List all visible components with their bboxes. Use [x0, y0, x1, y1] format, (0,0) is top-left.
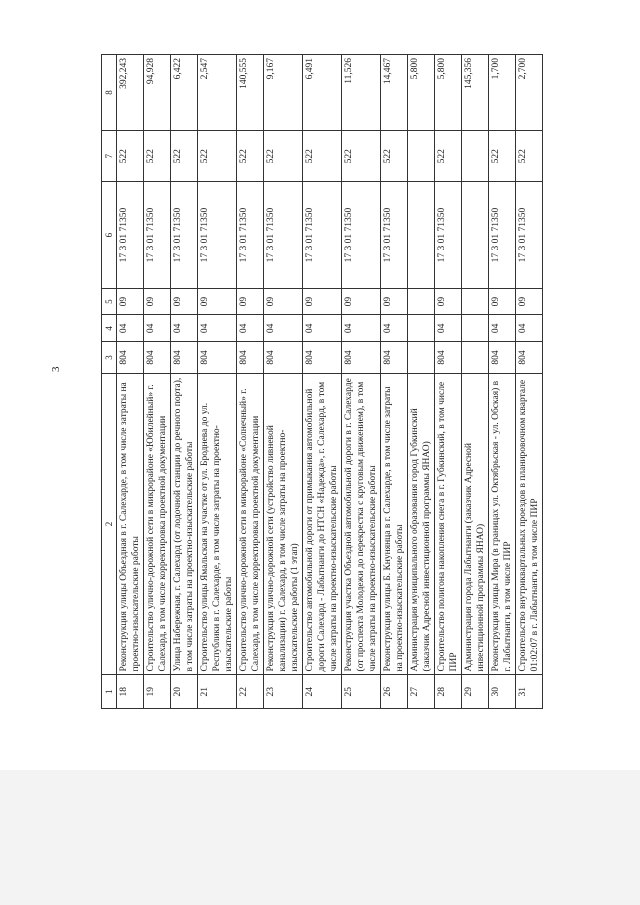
code-podrazdel: 09 [237, 288, 264, 315]
row-description: Администрация города Лабытнанги (заказчик Адресной инвестиционной программы ЯНАО) [462, 373, 489, 675]
header-cell: 2 [102, 373, 117, 675]
budget-table [101, 54, 543, 709]
row-description: Реконструкция улицы Мира (в границах ул. Октябрьская - ул. Обская) в г. Лабытнанги, в том числе ПИР [489, 373, 516, 675]
table-row [516, 55, 543, 709]
row-amount: 5,800 [408, 55, 435, 131]
code-vr [462, 131, 489, 182]
row-description: Строительство внутриквартальных проездов в планировочном квартале 01:02:07 в г. Лабытнанги, в том числе ПИР [516, 373, 543, 675]
row-amount: 94,928 [144, 55, 171, 131]
code-csr: 17 3 01 71350 [198, 182, 237, 288]
code-csr: 17 3 01 71350 [342, 182, 381, 288]
code-podrazdel: 09 [117, 288, 144, 315]
row-amount: 1,700 [489, 55, 516, 131]
row-number: 21 [198, 675, 237, 709]
code-razdel: 04 [435, 315, 462, 342]
header-cell: 6 [102, 182, 117, 288]
code-csr: 17 3 01 71350 [489, 182, 516, 288]
row-description: Строительство полигона накопления снега в г. Губкинский, в том числе ПИР [435, 373, 462, 675]
code-ved: 804 [198, 342, 237, 373]
code-csr: 17 3 01 71350 [516, 182, 543, 288]
header-cell: 7 [102, 131, 117, 182]
code-razdel [462, 315, 489, 342]
code-podrazdel: 09 [264, 288, 303, 315]
row-number: 18 [117, 675, 144, 709]
code-ved: 804 [435, 342, 462, 373]
code-vr: 522 [381, 131, 408, 182]
table-row [489, 55, 516, 709]
row-number: 24 [303, 675, 342, 709]
row-number: 22 [237, 675, 264, 709]
code-vr: 522 [516, 131, 543, 182]
row-number: 27 [408, 675, 435, 709]
table-row [144, 55, 171, 709]
scan-background-band [0, 770, 640, 905]
code-podrazdel: 09 [342, 288, 381, 315]
code-podrazdel: 09 [171, 288, 198, 315]
code-ved [462, 342, 489, 373]
code-razdel: 04 [303, 315, 342, 342]
rotated-table-container [101, 54, 543, 709]
row-number: 29 [462, 675, 489, 709]
code-ved: 804 [237, 342, 264, 373]
row-amount: 2,547 [198, 55, 237, 131]
row-amount: 14,467 [381, 55, 408, 131]
code-razdel: 04 [264, 315, 303, 342]
header-row [102, 55, 117, 709]
code-vr: 522 [264, 131, 303, 182]
code-podrazdel [462, 288, 489, 315]
code-ved: 804 [117, 342, 144, 373]
code-razdel: 04 [117, 315, 144, 342]
code-podrazdel: 09 [435, 288, 462, 315]
code-csr: 17 3 01 71350 [303, 182, 342, 288]
code-csr [408, 182, 435, 288]
code-podrazdel: 09 [516, 288, 543, 315]
code-ved: 804 [489, 342, 516, 373]
table-row [435, 55, 462, 709]
code-vr: 522 [342, 131, 381, 182]
code-podrazdel: 09 [489, 288, 516, 315]
row-amount: 9,167 [264, 55, 303, 131]
code-podrazdel: 09 [144, 288, 171, 315]
row-amount: 6,422 [171, 55, 198, 131]
row-description: Улица Набережная, г. Салехард (от лодочной станции до речного порта), в том числе затраты на проектно-изыскательские работы [171, 373, 198, 675]
row-description: Реконструкция улицы Объездная в г. Салехарде, в том числе затраты на проектно-изыскательские работы [117, 373, 144, 675]
code-razdel: 04 [342, 315, 381, 342]
code-razdel: 04 [489, 315, 516, 342]
header-cell: 3 [102, 342, 117, 373]
row-description: Реконструкция улично-дорожной сети (устройство ливневой канализации) г. Салехард, в том числе затраты на проектно-изыскательские работы (1 этап) [264, 373, 303, 675]
header-cell: 1 [102, 675, 117, 709]
row-amount: 2,700 [516, 55, 543, 131]
row-number: 23 [264, 675, 303, 709]
code-podrazdel: 09 [381, 288, 408, 315]
row-description: Администрация муниципального образования город Губкинский (заказчик Адресной инвестиционной программы ЯНАО) [408, 373, 435, 675]
table-row [171, 55, 198, 709]
table-row [237, 55, 264, 709]
row-description: Строительство улично-дорожной сети в микрорайоне «Солнечный» г. Салехард, в том числе корректировка проектной документации [237, 373, 264, 675]
table-row [117, 55, 144, 709]
code-razdel: 04 [171, 315, 198, 342]
code-vr: 522 [171, 131, 198, 182]
code-csr: 17 3 01 71350 [144, 182, 171, 288]
table-row [381, 55, 408, 709]
table-row [264, 55, 303, 709]
code-razdel: 04 [237, 315, 264, 342]
code-ved: 804 [144, 342, 171, 373]
code-vr: 522 [198, 131, 237, 182]
code-ved [408, 342, 435, 373]
table-row [462, 55, 489, 709]
code-ved: 804 [381, 342, 408, 373]
row-amount: 5,800 [435, 55, 462, 131]
code-vr: 522 [303, 131, 342, 182]
code-csr: 17 3 01 71350 [117, 182, 144, 288]
row-amount: 145,356 [462, 55, 489, 131]
row-description: Строительство улицы Ямальская на участке от ул. Броднева до ул. Республики в г. Салехарде, в том числе затраты на проектно-изыскательские работы [198, 373, 237, 675]
code-razdel [408, 315, 435, 342]
row-description: Строительство улично-дорожной сети в микрорайоне «Юбилейный» г. Салехард, в том числе корректировка проектной документации [144, 373, 171, 675]
table-row [342, 55, 381, 709]
row-number: 31 [516, 675, 543, 709]
code-vr: 522 [117, 131, 144, 182]
row-amount: 6,491 [303, 55, 342, 131]
row-number: 26 [381, 675, 408, 709]
row-description: Реконструкция улицы Б. Кнунянца в г. Салехарде, в том числе затраты на проектно-изыскательские работы [381, 373, 408, 675]
row-number: 28 [435, 675, 462, 709]
code-ved: 804 [264, 342, 303, 373]
code-vr: 522 [435, 131, 462, 182]
row-amount: 11,526 [342, 55, 381, 131]
row-number: 19 [144, 675, 171, 709]
row-number: 20 [171, 675, 198, 709]
code-ved: 804 [303, 342, 342, 373]
code-ved: 804 [342, 342, 381, 373]
code-ved: 804 [171, 342, 198, 373]
page-number: 3 [50, 366, 62, 372]
code-csr: 17 3 01 71350 [264, 182, 303, 288]
code-csr [462, 182, 489, 288]
code-csr: 17 3 01 71350 [171, 182, 198, 288]
code-vr [408, 131, 435, 182]
code-csr: 17 3 01 71350 [435, 182, 462, 288]
header-cell: 8 [102, 55, 117, 131]
header-cell: 4 [102, 315, 117, 342]
code-podrazdel: 09 [303, 288, 342, 315]
code-csr: 17 3 01 71350 [381, 182, 408, 288]
table-row [198, 55, 237, 709]
code-ved: 804 [516, 342, 543, 373]
row-description: Строительство автомобильной дороги от примыкания автомобильной дороги Салехард - Лабытнанги до НТСН «Надежда», г. Салехард, в том числе затраты на проектно-изыскательские работы [303, 373, 342, 675]
table-row [408, 55, 435, 709]
code-razdel: 04 [198, 315, 237, 342]
row-amount: 140,555 [237, 55, 264, 131]
row-description: Реконструкция участка Объездной автомобильной дороги в г. Салехарде (от проспекта Молодежи до перекрестка с круговым движением), в том числе затраты на проектно-изыскательские работы [342, 373, 381, 675]
code-csr: 17 3 01 71350 [237, 182, 264, 288]
code-razdel: 04 [144, 315, 171, 342]
code-razdel: 04 [381, 315, 408, 342]
row-number: 30 [489, 675, 516, 709]
row-amount: 392,243 [117, 55, 144, 131]
code-vr: 522 [237, 131, 264, 182]
code-podrazdel [408, 288, 435, 315]
code-podrazdel: 09 [198, 288, 237, 315]
code-razdel: 04 [516, 315, 543, 342]
code-vr: 522 [489, 131, 516, 182]
code-vr: 522 [144, 131, 171, 182]
row-number: 25 [342, 675, 381, 709]
table-row [303, 55, 342, 709]
header-cell: 5 [102, 288, 117, 315]
